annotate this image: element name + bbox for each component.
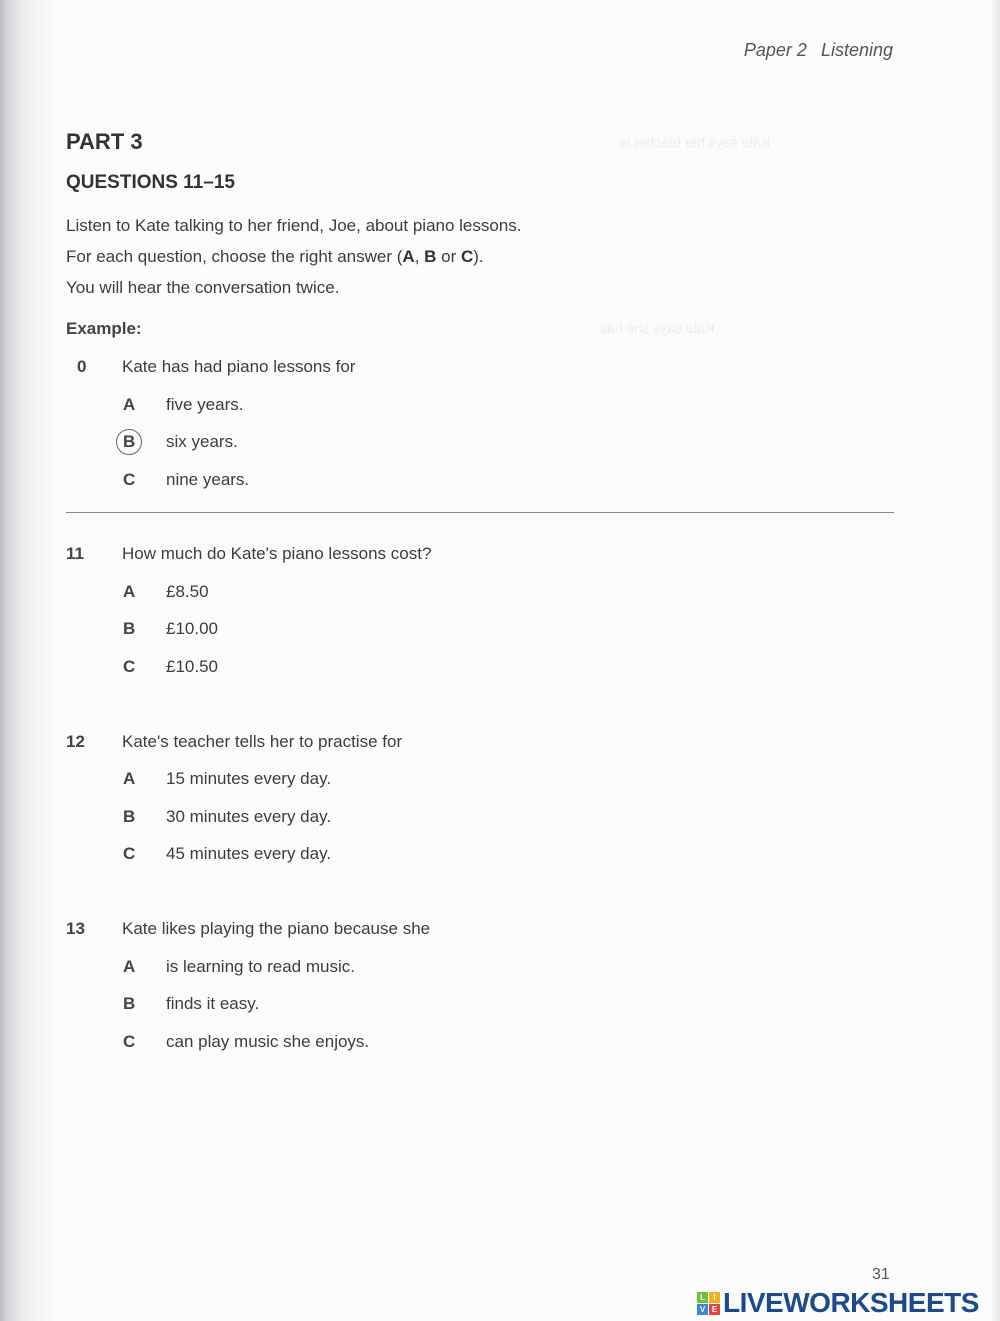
question-11-text: How much do Kate's piano lessons cost?: [122, 544, 432, 563]
question-13-option-b-letter[interactable]: B: [123, 994, 136, 1013]
example-option-a-text: five years.: [166, 395, 244, 414]
question-12-option-a-text[interactable]: 15 minutes every day.: [166, 769, 332, 788]
question-12-option-b-letter[interactable]: B: [123, 807, 136, 826]
question-13-option-a-text[interactable]: is learning to read music.: [166, 957, 355, 976]
question-11-option-c-text[interactable]: £10.50: [166, 657, 218, 676]
page-number: 31: [872, 1266, 890, 1283]
question-12-option-c-letter[interactable]: C: [123, 844, 136, 863]
bleed-through-text: Kate says her teacher is: [620, 134, 771, 150]
question-13-option-a-letter[interactable]: A: [123, 957, 136, 976]
question-13-option-c-letter[interactable]: C: [123, 1032, 136, 1051]
question-13-number: 13: [66, 919, 85, 938]
example-option-b-letter: B: [123, 432, 136, 451]
section-label: Listening: [820, 40, 893, 60]
question-12-number: 12: [66, 732, 85, 751]
page-header: [744, 40, 893, 61]
question-13-option-c-text[interactable]: can play music she enjoys.: [166, 1032, 370, 1051]
instruction-line-1: Listen to Kate talking to her friend, Joe, about piano lessons.: [66, 216, 522, 235]
part-title: PART 3: [66, 129, 143, 154]
example-number: 0: [77, 357, 87, 376]
example-option-a-letter: A: [123, 395, 136, 414]
questions-range-title: QUESTIONS 11–15: [66, 172, 235, 193]
section-divider: [66, 512, 894, 513]
question-11-option-a-letter[interactable]: A: [123, 582, 136, 601]
live-tiles-icon: [697, 1292, 720, 1315]
paper-label: Paper 2: [743, 40, 807, 60]
question-11-option-a-text[interactable]: £8.50: [166, 582, 209, 601]
bleed-through-text: Kate says she has: [600, 320, 715, 336]
question-11-option-c-letter[interactable]: C: [123, 657, 136, 676]
question-12-option-c-text[interactable]: 45 minutes every day.: [166, 844, 332, 863]
example-option-c-letter: C: [123, 470, 136, 489]
logo-tile-l: L: [697, 1292, 708, 1303]
example-question: Kate has had piano lessons for: [122, 357, 356, 376]
example-option-b-text: six years.: [166, 432, 238, 451]
logo-tile-v: V: [697, 1304, 708, 1315]
question-13-text: Kate likes playing the piano because she: [122, 919, 431, 938]
example-option-c-text: nine years.: [166, 470, 250, 489]
instruction-line-2: For each question, choose the right answer (A, B or C).: [66, 247, 484, 266]
question-12-option-a-letter[interactable]: A: [123, 769, 136, 788]
question-12-text: Kate's teacher tells her to practise for: [122, 732, 403, 751]
example-label: Example:: [66, 319, 142, 338]
question-11-option-b-letter[interactable]: B: [123, 619, 136, 638]
instruction-line-3: You will hear the conversation twice.: [66, 278, 340, 297]
liveworksheets-logo[interactable]: [697, 1287, 979, 1319]
page-edge-shadow: [990, 0, 1000, 1321]
logo-text: LIVEWORKSHEETS: [723, 1287, 979, 1318]
question-13-option-b-text[interactable]: finds it easy.: [166, 994, 260, 1013]
question-11-number: 11: [66, 544, 84, 563]
question-12-option-b-text[interactable]: 30 minutes every day.: [166, 807, 332, 826]
question-11-option-b-text[interactable]: £10.00: [166, 619, 218, 638]
page-binding-shadow: [0, 0, 55, 1321]
logo-tile-e: E: [709, 1304, 720, 1315]
logo-tile-i: I: [709, 1292, 720, 1303]
